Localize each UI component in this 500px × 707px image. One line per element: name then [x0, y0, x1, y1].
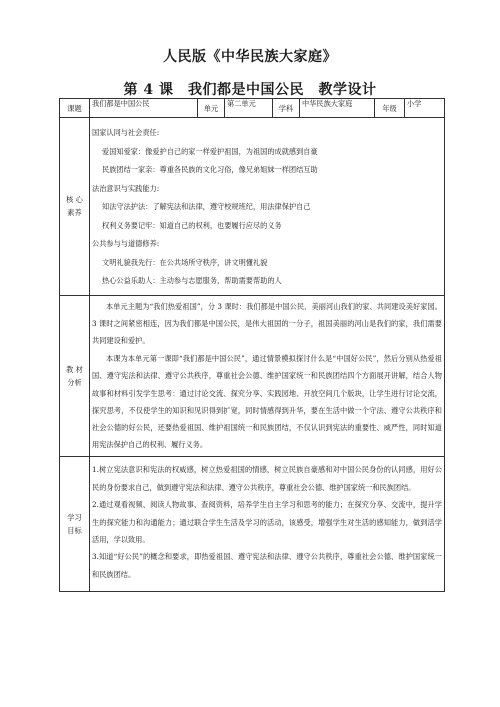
analysis-label-line1: 教 材: [66, 364, 83, 374]
header-row: [60, 99, 445, 118]
literacy-item: 民族团结一家亲：尊重各民族的文化习俗，像兄弟姐妹一样团结互助: [102, 165, 318, 174]
literacy-item: 知法守法护法：了解宪法和法律，遵守校规班纪，用法律保护自己: [102, 202, 311, 211]
learning-goals-row: [60, 457, 445, 592]
core-literacy-row: [60, 118, 445, 296]
learning-goals-content: [90, 457, 445, 592]
subject-label: 学科: [273, 99, 300, 118]
grade-value: 小学: [405, 99, 445, 118]
unit-label: 单元: [198, 99, 225, 118]
core-literacy-label-line1: 核 心: [66, 195, 83, 205]
literacy-item: 热心公益乐助人：主动参与志愿服务，帮助需要帮助的人: [102, 276, 282, 285]
literacy-item: 爱国知爱家：像爱护自己的家一样爱护祖国，为祖国的成就感到自豪: [102, 146, 318, 156]
core-literacy-label: [60, 118, 90, 296]
goals-label-line1: 学习: [67, 513, 82, 523]
lesson-plan-table: [59, 98, 445, 592]
goal-item: 2.通过观看视频、阅读人物故事、查阅资料，培养学生自主学习和思考的能力；在探究分享、交流中，提升学生的探究能力和沟通能力；通过联合学生生活及学习的活动，该感受，增强学生对生活的感知能力，做到活学活用，学以致用。: [92, 500, 442, 544]
document-subtitle: 第 4 课 我们都是中国公民 教学设计: [123, 82, 377, 98]
textbook-analysis-label: [60, 295, 90, 457]
topic-label: 课题: [60, 99, 90, 118]
analysis-paragraph: 本课为本单元第一课即“我们都是中国公民”，通过情景模拟探讨什么是“中国好公民”，然后分别从热爱祖国、遵守宪法和法律、遵守公共秩序，尊重社会公德、维护国家统一和民族团结四个方面展开讲解，结合人物故事和材料引发学生思考：通过讨论交流、探究分享、实践园地、开放空间几个版块，让学生进行讨论交流，探究思考，不仅使学生的知识和见识得到扩宽，同时情感得到升华，要在生活中做一个守法、遵守公共秩序和社会公德的好公民，还要热爱祖国、维护祖国统一和民族团结，不仅认识到宪法的重要性、威严性，同时知道用宪法保护自己的权利、履行义务。: [92, 354, 442, 450]
core-literacy-label-line2: 素养: [67, 208, 82, 218]
goal-item: 3.知道“好公民”的概念和要求，即热爱祖国、遵守宪法和法律、遵守公共秩序，尊重社会公德、维护国家统一和民族团结。: [92, 552, 442, 579]
learning-goals-label: [60, 457, 90, 592]
analysis-label-line2: 分析: [67, 377, 82, 387]
goal-item: 1.树立宪法意识和宪法的权威感，树立热爱祖国的情感，树立民族自豪感和对中国公民身份的认同感，用好公民的身份要求自己，做到遵守宪法和法律、遵守公共秩序，尊重社会公德、维护国家统一和民族团结。: [92, 465, 442, 492]
literacy-heading: 国家认同与社会责任:: [92, 128, 160, 137]
grade-label: 年级: [375, 99, 405, 118]
topic-value: 我们都是中国公民: [90, 99, 198, 118]
analysis-paragraph: 本单元主题为“我们热爱祖国”，分 3 课时：我们都是中国公民、美丽河山我们的家、共同建设美好家园。3 课时之间紧密相连，因为我们都是中国公民，是伟大祖国的一分子，祖国美丽的河山是我们的家，我们需要共同建设和爱护。: [92, 301, 442, 345]
subject-value: 中华民族大家庭: [300, 99, 375, 118]
literacy-heading: 法治意识与实践能力:: [92, 183, 160, 193]
literacy-heading: 公共参与与道德修养:: [92, 239, 160, 248]
textbook-analysis-row: [60, 295, 445, 457]
unit-value: 第二单元: [225, 99, 273, 118]
core-literacy-content: [90, 118, 445, 296]
textbook-analysis-content: [90, 295, 445, 457]
goals-label-line2: 目标: [67, 526, 82, 536]
document-title: 人民版《中华民族大家庭》: [163, 49, 337, 65]
literacy-item: 文明礼貌我先行：在公共场所守秩序，讲文明懂礼貌: [102, 257, 268, 267]
literacy-item: 权利义务要记牢：知道自己的权利，也要履行应尽的义务: [102, 220, 282, 230]
